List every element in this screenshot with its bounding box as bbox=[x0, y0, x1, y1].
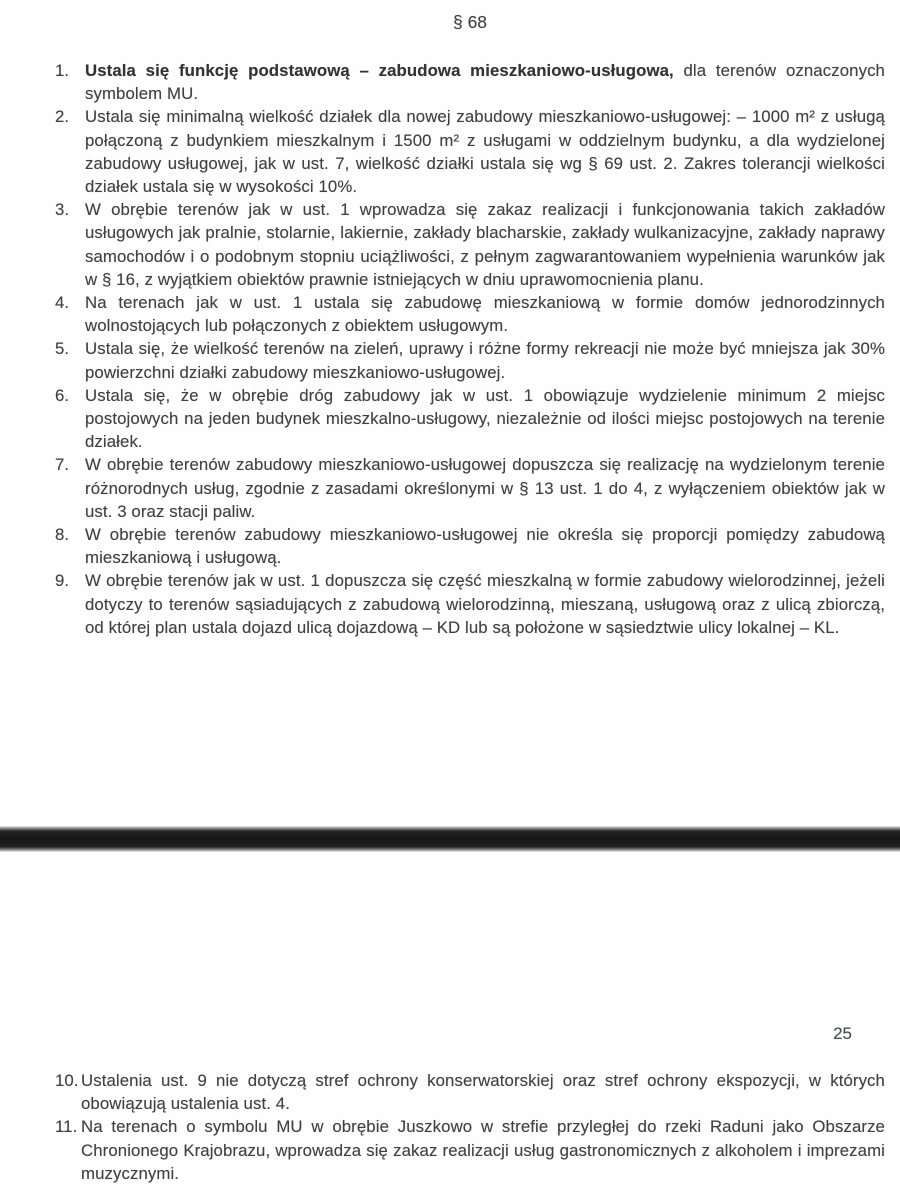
ordinance-list-part1 bbox=[55, 59, 885, 639]
list-item-7 bbox=[55, 453, 885, 523]
item-text: Na terenach jak w ust. 1 ustala się zabudowę mieszkaniową w formie domów jednorodzinnych wolnostojących lub połączonych z obiektem usługowym. bbox=[85, 293, 885, 336]
list-item-4 bbox=[55, 291, 885, 337]
item-text: W obrębie terenów zabudowy mieszkaniowo-usługowej dopuszcza się realizację na wydzielonym terenie różnorodnych usług, zgodnie z zasadami określonymi w § 13 ust. 1 do 4, z wyłączeniem obiektów jak w ust. 3 oraz stacji paliw. bbox=[85, 455, 885, 521]
item-number: 5. bbox=[55, 339, 70, 359]
list-item-5 bbox=[55, 337, 885, 383]
item-number: 7. bbox=[55, 455, 70, 475]
item-number: 6. bbox=[55, 385, 70, 405]
item-text: Ustalenia ust. 9 nie dotyczą stref ochrony konserwatorskiej oraz stref ochrony ekspozycji, w których obowiązują ustalenia ust. 4. bbox=[81, 1071, 885, 1114]
item-text: W obrębie terenów zabudowy mieszkaniowo-usługowej nie określa się proporcji pomiędzy zabudową mieszkaniową i usługową. bbox=[85, 525, 885, 568]
list-item-9 bbox=[55, 569, 885, 639]
item-text: Ustala się, że wielkość terenów na zieleń, uprawy i różne formy rekreacji nie może być mniejsza jak 30% powierzchni działki zabudowy mieszkaniowo-usługowej. bbox=[85, 339, 885, 382]
list-item-2 bbox=[55, 105, 885, 198]
item-text: Ustala się minimalną wielkość działek dla nowej zabudowy mieszkaniowo-usługowej: – 1000 m² z usługą połączoną z budynkiem mieszkalnym i 1500 m² z usługami w oddzielnym budynku, a dla wydzielonej zabudowy usługowej, jak w ust. 7, wielkość działki ustala się wg § 69 ust. 2. Zakres tolerancji wielkości działek ustala się w wysokości 10%. bbox=[85, 107, 885, 197]
item-text: W obrębie terenów jak w ust. 1 dopuszcza się część mieszkalną w formie zabudowy wielorodzinnej, jeżeli dotyczy to terenów sąsiadujących z zabudową wielorodzinną, mieszaną, usługową oraz z ulicą zbiorczą, od której plan ustala dojazd ulicą dojazdową – KD lub są położone w sąsiedztwie ulicy lokalnej – KL. bbox=[85, 571, 885, 637]
section-heading: § 68 bbox=[452, 12, 488, 32]
item-text: Ustala się, że w obrębie dróg zabudowy jak w ust. 1 obowiązuje wydzielenie minimum 2 miejsc postojowych na jeden budynek mieszkalno-usługowy, niezależnie od ilości miejsc postojowych na terenie działek. bbox=[85, 385, 885, 452]
list-item-11 bbox=[55, 1115, 885, 1185]
list-item-8 bbox=[55, 523, 885, 569]
ordinance-list-part2 bbox=[55, 1069, 885, 1185]
item-number: 8. bbox=[55, 525, 70, 545]
item-number: 11. bbox=[55, 1117, 78, 1137]
page-break-bar bbox=[0, 826, 900, 852]
item-number: 10. bbox=[55, 1071, 79, 1090]
item-text: Ustala się funkcję podstawową – zabudowa mieszkaniowo-usługowa, dla terenów oznaczonych symbolem MU. bbox=[85, 61, 885, 104]
list-item-10 bbox=[55, 1069, 885, 1115]
item-number: 1. bbox=[55, 61, 70, 80]
list-item-3 bbox=[55, 198, 885, 291]
item-number: 3. bbox=[55, 200, 70, 220]
page-number: 25 bbox=[833, 1024, 852, 1043]
item-text: Na terenach o symbolu MU w obrębie Juszkowo w strefie przyległej do rzeki Raduni jako Obszarze Chronionego Krajobrazu, wprowadza się zakaz realizacji usług gastronomicznych z alkoholem i imprezami muzycznymi. bbox=[81, 1117, 885, 1183]
item-number: 2. bbox=[55, 107, 70, 127]
item-number: 9. bbox=[55, 571, 70, 591]
list-item-6 bbox=[55, 384, 885, 454]
item-text: W obrębie terenów jak w ust. 1 wprowadza się zakaz realizacji i funkcjonowania takich zakładów usługowych jak pralnie, stolarnie, lakiernie, zakłady blacharskie, zakłady wulkanizacyjne, zakłady naprawy samochodów i o podobnym stopniu uciążliwości, z pełnym zagwarantowaniem wypełnienia warunków jak w § 16, z wyjątkiem obiektów prawnie istniejących w dniu uprawomocnienia planu. bbox=[85, 200, 885, 289]
item-number: 4. bbox=[55, 293, 70, 313]
list-item-1 bbox=[55, 59, 885, 105]
